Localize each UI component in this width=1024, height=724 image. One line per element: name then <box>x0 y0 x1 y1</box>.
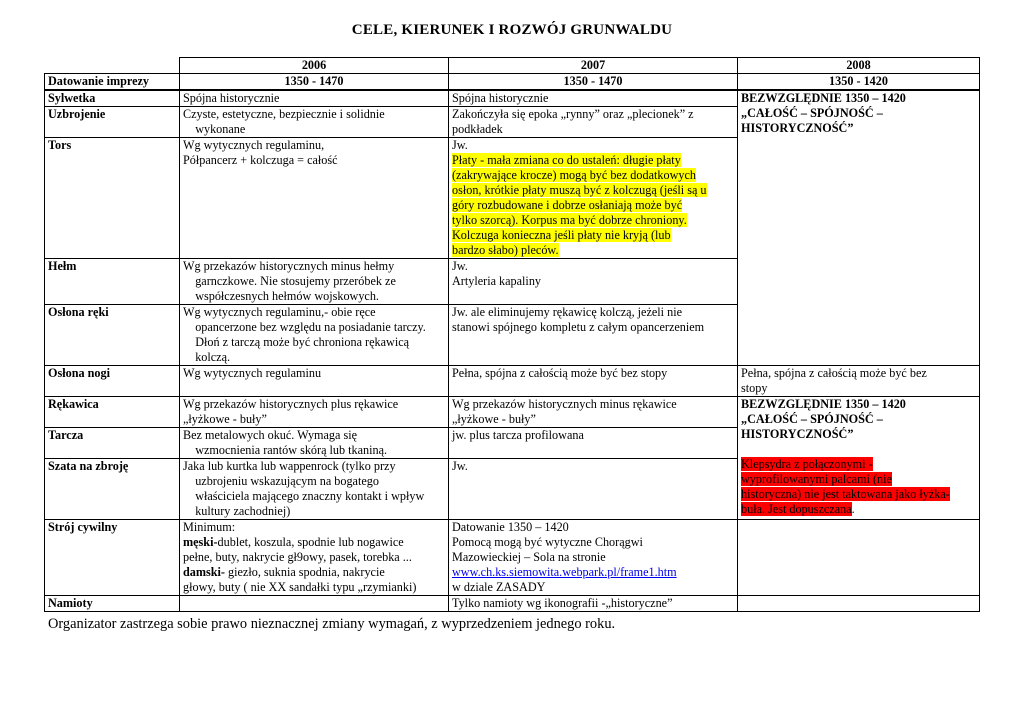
cell-2006: Wg wytycznych regulaminu,- obie ręce opancerzone bez względu na posiadanie tarczy. Dłoń z tarczą może być chroniona rękawicą kolczą. <box>180 305 449 366</box>
cell-2006 <box>180 596 449 612</box>
year-2008: 2008 <box>738 58 980 74</box>
cell-2008-merged: BEZWZGLĘDNIE 1350 – 1420 „CAŁOŚĆ – SPÓJNOŚĆ – HISTORYCZNOŚĆ” Klepsydra z połączonymi - wyprofilowanymi palcami (nie historyczna) nie jest taktowana jako łyżka- buła. Jest dopuszczana. <box>738 397 980 520</box>
highlighted-text: Płaty - mała zmiana co do ustaleń: długie płaty <box>452 153 681 167</box>
year-2006: 2006 <box>180 58 449 74</box>
row-label: Tors <box>45 138 180 259</box>
row-label: Hełm <box>45 259 180 305</box>
highlighted-text: tylko szorcą). Korpus ma być dobrze chroniony. <box>452 213 687 227</box>
row-label: Namioty <box>45 596 180 612</box>
table-row-rekawica <box>45 397 980 428</box>
row-label: Sylwetka <box>45 90 180 107</box>
highlighted-text: wyprofilowanymi palcami (nie <box>741 472 892 486</box>
cell-2008 <box>738 520 980 596</box>
row-label: Strój cywilny <box>45 520 180 596</box>
cell-2007: Tylko namioty wg ikonografii -„historyczne” <box>449 596 738 612</box>
year-2007: 2007 <box>449 58 738 74</box>
cell-2008: 1350 - 1420 <box>738 74 980 91</box>
cell-2007: Zakończyła się epoka „rynny” oraz „plecionek” z podkładek <box>449 107 738 138</box>
row-label: Osłona nogi <box>45 366 180 397</box>
cell-2007: jw. plus tarcza profilowana <box>449 428 738 459</box>
footer-note: Organizator zastrzega sobie prawo nieznacznej zmiany wymagań, z wyprzedzeniem jednego roku. <box>48 616 616 632</box>
table-row-sylwetka <box>45 90 980 107</box>
cell-2006: Wg wytycznych regulaminu, Półpancerz + kolczuga = całość <box>180 138 449 259</box>
cell-2007: 1350 - 1470 <box>449 74 738 91</box>
row-label: Szata na zbroję <box>45 459 180 520</box>
cell-2007: Datowanie 1350 – 1420 Pomocą mogą być wytyczne Chorągwi Mazowieckiej – Sola na stronie www.ch.ks.siemowita.webpark.pl/frame1.htm w dziale ZASADY <box>449 520 738 596</box>
highlighted-text: Klepsydra z połączonymi - <box>741 457 873 471</box>
table-row-datowanie <box>45 74 980 91</box>
highlighted-text: historyczna) nie jest taktowana jako łyżka- <box>741 487 950 501</box>
requirements-table <box>44 57 980 612</box>
cell-2006: Bez metalowych okuć. Wymaga się wzmocnienia rantów skórą lub tkaniną. <box>180 428 449 459</box>
cell-2008 <box>738 596 980 612</box>
row-label: Osłona ręki <box>45 305 180 366</box>
cell-2006: Wg wytycznych regulaminu <box>180 366 449 397</box>
row-label: Tarcza <box>45 428 180 459</box>
cell-2007: Jw. Płaty - mała zmiana co do ustaleń: długie płaty (zakrywające krocze) mogą być bez dodatkowych osłon, krótkie płaty muszą być z kolczugą (jeśli są u góry rozbudowane i dobrze osłaniają może być tylko szorcą). Korpus ma być dobrze chroniony. Kolczuga konieczna jeśli płaty nie kryją (lub bardzo słabo) pleców. <box>449 138 738 259</box>
cell-2007: Jw. ale eliminujemy rękawicę kolczą, jeżeli nie stanowi spójnego kompletu z całym opancerzeniem <box>449 305 738 366</box>
cell-2007: Jw. Artyleria kapaliny <box>449 259 738 305</box>
row-label: Datowanie imprezy <box>45 74 180 91</box>
cell-2008-merged: BEZWZGLĘDNIE 1350 – 1420 „CAŁOŚĆ – SPÓJNOŚĆ – HISTORYCZNOŚĆ” <box>738 90 980 366</box>
cell-2007: Jw. <box>449 459 738 520</box>
cell-2006: Czyste, estetyczne, bezpiecznie i solidnie wykonane <box>180 107 449 138</box>
cell-2006: Minimum: męski-dublet, koszula, spodnie lub nogawice pełne, buty, nakrycie gł9owy, pasek, torebka ... damski- giezło, suknia spodnia, nakrycie głowy, buty ( nie XX sandałki typu „rzymianki) <box>180 520 449 596</box>
cell-2008: Pełna, spójna z całością może być bez stopy <box>738 366 980 397</box>
highlighted-text: buła. Jest dopuszczana <box>741 502 852 516</box>
cell-2006: Wg przekazów historycznych minus hełmy garnczkowe. Nie stosujemy przeróbek ze współczesnych hełmów wojskowych. <box>180 259 449 305</box>
highlighted-text: Kolczuga konieczna jeśli płaty nie kryją (lub <box>452 228 671 242</box>
cell-2006: Wg przekazów historycznych plus rękawice „łyżkowe - buły” <box>180 397 449 428</box>
cell-2006: 1350 - 1470 <box>180 74 449 91</box>
table-row-stroj <box>45 520 980 596</box>
highlighted-text: góry rozbudowane i dobrze osłaniają może być <box>452 198 683 212</box>
table-row-oslona-nogi <box>45 366 980 397</box>
document-title: CELE, KIERUNEK I ROZWÓJ GRUNWALDU <box>351 22 673 38</box>
cell-2007: Pełna, spójna z całością może być bez stopy <box>449 366 738 397</box>
website-link[interactable]: www.ch.ks.siemowita.webpark.pl/frame1.htm <box>452 565 677 579</box>
cell-2006: Spójna historycznie <box>180 90 449 107</box>
highlighted-text: bardzo słabo) pleców. <box>452 243 559 257</box>
row-label: Rękawica <box>45 397 180 428</box>
cell-2007: Wg przekazów historycznych minus rękawice „łyżkowe - buły” <box>449 397 738 428</box>
row-label: Uzbrojenie <box>45 107 180 138</box>
table-row-namioty <box>45 596 980 612</box>
cell-2007: Spójna historycznie <box>449 90 738 107</box>
cell-2006: Jaka lub kurtka lub wappenrock (tylko przy uzbrojeniu wskazującym na bogatego właściciela mającego znaczny kontakt i wpływ kultury zachodniej) <box>180 459 449 520</box>
highlighted-text: (zakrywające krocze) mogą być bez dodatkowych <box>452 168 696 182</box>
year-header-row <box>45 58 980 74</box>
highlighted-text: osłon, krótkie płaty muszą być z kolczugą (jeśli są u <box>452 183 707 197</box>
